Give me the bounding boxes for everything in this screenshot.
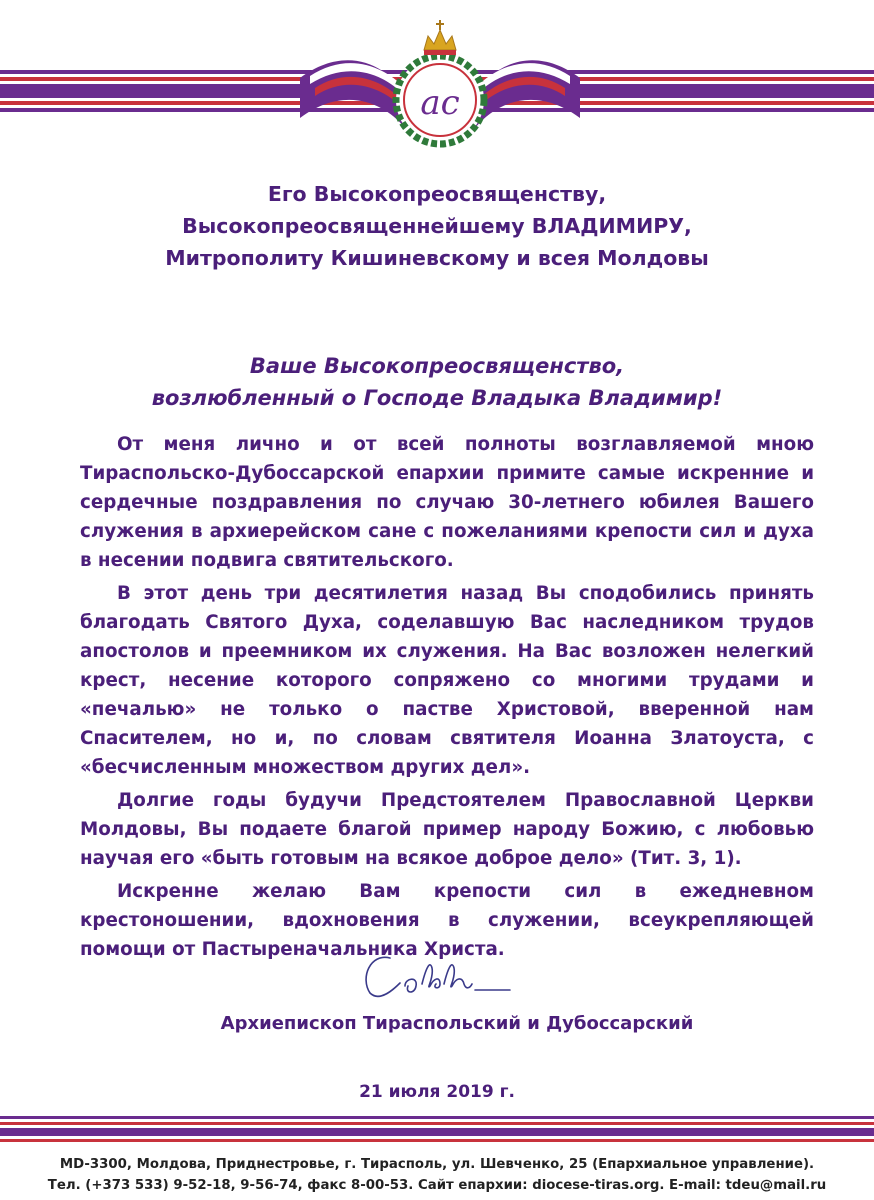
paragraph-1: От меня лично и от всей полноты возглавляемой мною Тираспольско-Дубоссарской епархии примите самые искренние и сердечные поздравления по случаю 30-летнего юбилея Вашего служения в архиерейском сане с пожеланиями крепости сил и духа в несении подвига святительского. (80, 434, 814, 571)
handwritten-signature (360, 948, 520, 1008)
letter-body (80, 430, 814, 968)
greeting-block (0, 350, 874, 414)
greeting-line-2: возлюбленный о Господе Владыка Владимир! (151, 386, 723, 410)
greeting-line-1: Ваше Высокопреосвященство, (249, 354, 625, 378)
letter-date: 21 июля 2019 г. (359, 1082, 515, 1102)
emblem-monogram: ac (420, 83, 460, 123)
paragraph-2: В этот день три десятилетия назад Вы сподобились принять благодать Святого Духа, соделавшую Вас наследником трудов апостолов и преемником их служения. На Вас возложен нелегкий крест, несение которого сопряжено со многими трудами и «печалью» не только о пастве Христовой, вверенной нам Спасителем, но и, по словам святителя Иоанна Златоуста, с «бесчисленным множеством других дел». (80, 583, 814, 778)
addressee-line-1: Его Высокопреосвященству, (267, 182, 607, 206)
contact-footer (0, 1154, 874, 1196)
contact-address: MD-3300, Молдова, Приднестровье, г. Тирасполь, ул. Шевченко, 25 (Епархиальное управление). (59, 1157, 815, 1172)
contact-phones: Тел. (+373 533) 9-52-18, 9-56-74, факс 8-00-53. Сайт епархии: diocese-tiras.org. E-mail: tdeu@mail.ru (47, 1178, 827, 1193)
addressee-line-3: Митрополиту Кишиневскому и всея Молдовы (165, 246, 709, 270)
paragraph-3: Долгие годы будучи Предстоятелем Православной Церкви Молдовы, Вы подаете благой пример народу Божию, с любовью научая его «быть готовым на всякое доброе дело» (Тит. 3, 1). (80, 790, 814, 869)
paragraph-4: Искренне желаю Вам крепости сил в ежедневном крестоношении, вдохновения в служении, всеукрепляющей помощи от Пастыреначальника Христа. (80, 881, 814, 960)
addressee-line-2: Высокопреосвященнейшему ВЛАДИМИРУ, (182, 214, 692, 238)
addressee-block (0, 178, 874, 274)
signer-title: Архиепископ Тираспольский и Дубоссарский (220, 1013, 694, 1034)
footer-ribbon (0, 1116, 874, 1146)
diocese-emblem (300, 18, 580, 168)
